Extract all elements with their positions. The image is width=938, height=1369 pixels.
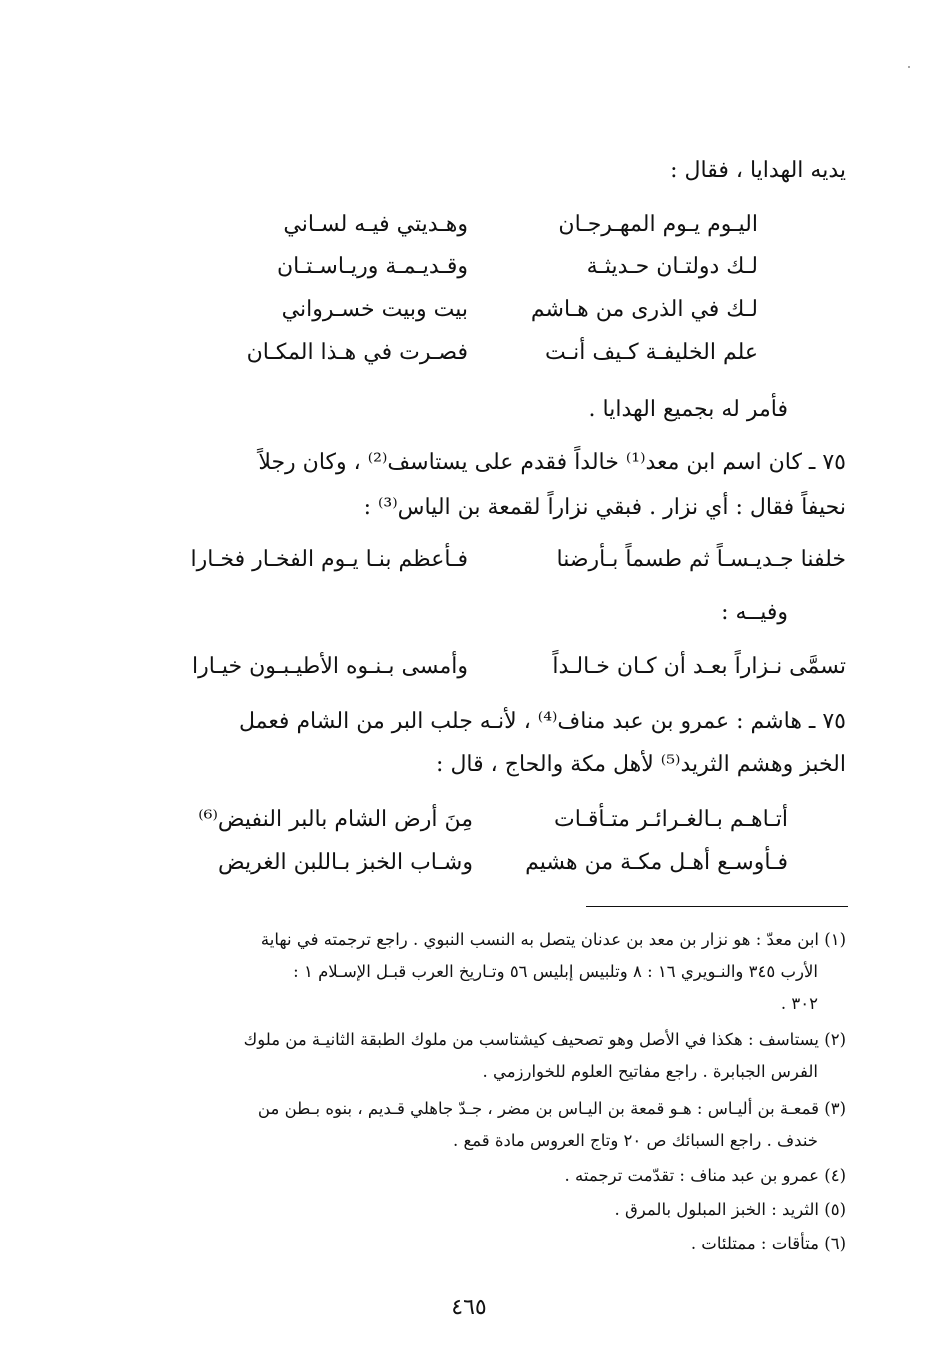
footnote-1-line1: (١) ابن معدّ : هو نزار بن معد بن عدنان يتصل به النسب النبوي . راجع ترجمته في نهاية (260, 930, 846, 949)
verse-a-second: فـأعظم بنـا يـوم الفخـار فخـارا (190, 547, 468, 572)
footnote-1-line3: ٣٠٢ . (780, 994, 818, 1013)
footnote-4: (٤) عمرو بن عبد مناف : تقدّمت ترجمته . (564, 1166, 846, 1185)
scan-speck (908, 66, 910, 68)
footnote-5: (٥) الثريد : الخبز المبلول بالمرق . (614, 1200, 846, 1219)
entry75a-line2: نحيفاً فقال : أي نزار . فبقي نزاراً لقمعة بن الياس⁽³⁾ : (363, 495, 846, 520)
verse-b-second: وأمسى بـنـوه الأطيـبـون خيـارا (192, 654, 468, 679)
poem2-line1-first: أتـاهـم بـالغـرائـر متـأقـات (554, 807, 788, 832)
after-poem1-line: فأمر له بجميع الهدايا . (588, 397, 788, 422)
footnote-separator (586, 906, 848, 907)
poem2-line2-first: فـأوسـع أهـل مكـة من هشيم (525, 850, 788, 875)
page-number: ٤٦٥ (451, 1295, 487, 1320)
footnote-2-line1: (٢) يستاسف : هكذا في الأصل وهو تصحيف كيشتاسب من ملوك الطبقة الثانيـة من ملوك (243, 1030, 846, 1049)
poem1-line3-second: بيت وبيت خسـرواني (281, 297, 468, 322)
verse-b-first: تسمَّى نـزاراً بعـد أن كـان خـالـداً (552, 654, 846, 679)
verse-a-first: خلفنا جـديـسـاً ثم طسماً بـأرضنا (556, 547, 846, 572)
poem1-line4-second: فصـرت في هـذا المكـان (246, 340, 468, 365)
footnote-2-line2: الفرس الجبابرة . راجع مفاتيح العلوم للخوارزمي . (482, 1062, 818, 1081)
poem1-line2-first: لـك دولتـان حـديثـة (586, 254, 758, 279)
poem1-line4-first: علم الخليفـة كـيف أنـت (545, 340, 758, 365)
poem2-line2-second: وشـاب الخبز بـاللبن الغريض (218, 850, 473, 875)
intro-line: يديه الهدايا ، فقال : (670, 158, 846, 183)
footnote-3-line2: خندف . راجع السبائك ص ٢٠ وتاج العروس مادة قمع . (452, 1131, 818, 1150)
footnote-1-line2: الأرب ٣٤٥ والنـويري ١٦ : ٨ وتلبيس إبليس ٥٦ وتـاريخ العرب قبـل الإسـلام ١ : (293, 962, 818, 981)
entry75b-line1: ٧٥ ـ هاشم : عمرو بن عبد مناف⁽⁴⁾ ، لأنـه جلب البر من الشام فعمل (238, 709, 846, 734)
poem2-line1-second: مِنَ أرض الشام بالبر النفيض⁽⁶⁾ (198, 807, 473, 832)
wafihi-line: وفيــه : (721, 600, 788, 625)
footnote-6: (٦) متأقات : ممتلئات . (690, 1234, 846, 1253)
poem1-line1-first: اليـوم يـوم المهـرجـان (558, 212, 758, 237)
footnote-3-line1: (٣) قمعـة بن أليـاس : هـو قمعة بن اليـاس بن مضر ، جـدّ جاهلي قـديم ، بنوه بـطن من (257, 1099, 846, 1118)
poem1-line2-second: وقـديـمـة وريـاسـتـان (277, 254, 468, 279)
entry75a-line1: ٧٥ ـ كان اسم ابن معد⁽¹⁾ خالداً فقدم على يستاسف⁽²⁾ ، وكان رجلاً (258, 450, 846, 475)
entry75b-line2: الخبز وهشم الثريد⁽⁵⁾ لأهل مكة والحاج ، قال : (436, 752, 846, 777)
poem1-line1-second: وهـديتي فيـه لسـاني (283, 212, 468, 237)
poem1-line3-first: لـك في الذرى من هـاشم (530, 297, 758, 322)
